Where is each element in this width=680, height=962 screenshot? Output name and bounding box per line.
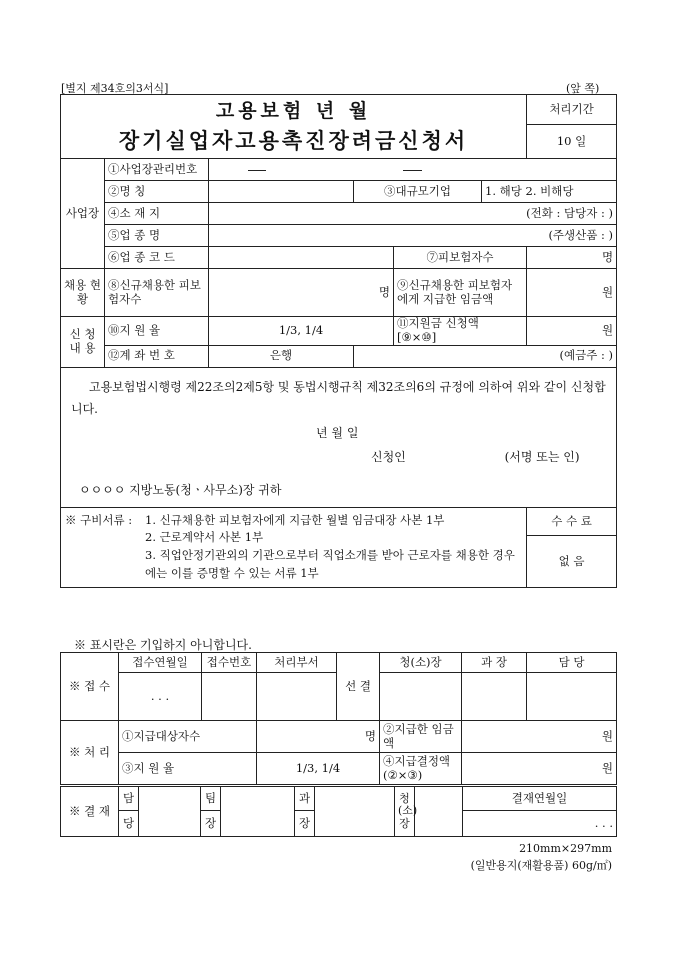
form-title-line2: 장기실업자고용촉진장려금신청서 xyxy=(118,128,469,154)
industry-code-label: ⑥업 종 코 드 xyxy=(105,247,209,269)
request-section: 신 청 내 용 xyxy=(61,317,105,368)
target-count-unit[interactable]: 명 xyxy=(257,721,380,753)
process-rate-label: ③지 원 율 xyxy=(119,753,257,785)
dept-label: 처리부서 xyxy=(257,653,337,673)
signoff-team-a: 팀 xyxy=(201,787,221,811)
process-label: ※ 처 리 xyxy=(61,721,119,785)
account-holder-field[interactable]: (예금주 : ) xyxy=(354,345,617,367)
documents-item-1: 1. 신규채용한 피보험자에게 지급한 월별 임금대장 사본 1부 xyxy=(145,512,445,527)
bank-field[interactable]: 은행 xyxy=(209,345,354,367)
chief-sign-field[interactable] xyxy=(380,673,462,721)
signoff-staff-b: 당 xyxy=(119,811,139,837)
signoff-team-field[interactable] xyxy=(221,787,295,837)
support-amount-label: ⑪지원금 신청액 [⑨×⑩] xyxy=(394,317,527,346)
signoff-team-b: 장 xyxy=(201,811,221,837)
signoff-staff-field[interactable] xyxy=(139,787,201,837)
manager-sign-field[interactable] xyxy=(462,673,527,721)
dept-field[interactable] xyxy=(257,673,337,721)
receipt-no-label: 접수번호 xyxy=(202,653,257,673)
signoff-chief-label: 청 (소) 장 xyxy=(395,787,415,837)
fee-value: 없 음 xyxy=(527,536,617,587)
paper-type: (일반용지(재활용품) 60g/㎡) xyxy=(470,859,612,872)
declaration-block xyxy=(61,367,617,507)
insured-count-label: ⑦피보험자수 xyxy=(394,247,527,269)
form-reference: [별지 제34호의3서식] xyxy=(61,82,169,95)
signoff-section-field[interactable] xyxy=(315,787,395,837)
support-rate-label: ⑩지 원 율 xyxy=(105,317,209,346)
chief-label: 청(소)장 xyxy=(380,653,462,673)
signoff-date-field[interactable]: . . . xyxy=(463,811,617,837)
mgmt-no-label: ①사업장관리번호 xyxy=(105,159,209,181)
declaration-date[interactable]: 년 월 일 xyxy=(316,425,359,440)
workplace-section: 사업장 xyxy=(61,159,105,269)
new-hires-label: ⑧신규채용한 피보험자수 xyxy=(105,269,209,317)
signoff-section-b: 장 xyxy=(295,811,315,837)
application-form xyxy=(60,94,617,588)
industry-field[interactable]: (주생산품 : ) xyxy=(209,225,617,247)
decided-amount-label: ④지급결정액 (②×③) xyxy=(380,753,462,785)
insured-count-unit[interactable]: 명 xyxy=(527,247,617,269)
name-field[interactable] xyxy=(209,181,354,203)
support-rate-value[interactable]: 1/3, 1/4 xyxy=(209,317,394,346)
manager-label: 과 장 xyxy=(462,653,527,673)
process-rate-value[interactable]: 1/3, 1/4 xyxy=(257,753,380,785)
staff-sign-field[interactable] xyxy=(527,673,617,721)
large-company-label: ③대규모기업 xyxy=(354,181,482,203)
new-hires-unit[interactable]: 명 xyxy=(209,269,394,317)
declaration-text: 고용보험법시행령 제22조의2제5항 및 동법시행규칙 제32조의6의 규정에 의하여 위와 같이 신청합니다. xyxy=(71,379,606,416)
processing-period-label: 처리기간 xyxy=(527,95,617,125)
paid-wages-unit[interactable]: 원 xyxy=(527,269,617,317)
page-side: (앞 쪽) xyxy=(566,82,600,95)
recipient-line: ㅇㅇㅇㅇ 지방노동(청ㆍ사무소)장 귀하 xyxy=(79,482,282,497)
target-count-label: ①지급대상자수 xyxy=(119,721,257,753)
support-amount-unit[interactable]: 원 xyxy=(527,317,617,346)
signoff-date-label: 결재연월일 xyxy=(463,787,617,811)
decided-amount-unit[interactable]: 원 xyxy=(462,753,617,785)
paid-wages-label: ⑨신규채용한 피보험자에게 지급한 임금액 xyxy=(394,269,527,317)
hiring-section: 채용 현황 xyxy=(61,269,105,317)
decided-amount-formula: (②×③) xyxy=(383,767,423,782)
documents-block xyxy=(61,507,527,587)
process-paid-unit[interactable]: 원 xyxy=(462,721,617,753)
mgmt-no-field[interactable] xyxy=(209,159,617,181)
receipt-date-label: 접수연월일 xyxy=(119,653,202,673)
support-amount-formula: [⑨×⑩] xyxy=(397,329,437,344)
signoff-label: ※ 결 재 xyxy=(61,787,119,837)
documents-item-2: 2. 근로계약서 사본 1부 xyxy=(145,530,264,545)
receipt-date-field[interactable]: . . . xyxy=(119,673,202,721)
office-use-note: ※ 표시란은 기입하지 아니합니다. xyxy=(74,638,252,652)
signoff-table xyxy=(60,786,617,837)
signoff-chief-field[interactable] xyxy=(415,787,463,837)
documents-item-3: 3. 직업안정기관외의 기관으로부터 직업소개를 받아 근로자를 채용한 경우에는 이를 증명할 수 있는 서류 1부 xyxy=(145,548,515,581)
receipt-no-field[interactable] xyxy=(202,673,257,721)
office-use-table xyxy=(60,652,617,785)
address-field[interactable]: (전화 : 담당자 : ) xyxy=(209,203,617,225)
documents-label: ※ 구비서류 : xyxy=(65,512,133,527)
signoff-section-a: 과 xyxy=(295,787,315,811)
receipt-label: ※ 접 수 xyxy=(61,653,119,721)
name-label: ②명 칭 xyxy=(105,181,209,203)
industry-code-field[interactable] xyxy=(209,247,394,269)
industry-label: ⑤업 종 명 xyxy=(105,225,209,247)
approval-label: 선 결 xyxy=(337,653,380,721)
processing-period-value: 10 일 xyxy=(527,125,617,159)
account-label: ⑫계 좌 번 호 xyxy=(105,345,209,367)
signature-field[interactable]: (서명 또는 인) xyxy=(504,450,580,465)
applicant-label: 신청인 xyxy=(371,450,406,465)
form-title-line1: 고용보험 년 월 xyxy=(215,99,372,122)
large-company-options[interactable]: 1. 해당 2. 비해당 xyxy=(482,181,617,203)
staff-label: 담 당 xyxy=(527,653,617,673)
signoff-staff-a: 담 xyxy=(119,787,139,811)
process-paid-label: ②지급한 임금액 xyxy=(380,721,462,753)
fee-label: 수 수 료 xyxy=(527,507,617,536)
address-label: ④소 재 지 xyxy=(105,203,209,225)
paper-size: 210mm×297mm xyxy=(519,842,612,855)
